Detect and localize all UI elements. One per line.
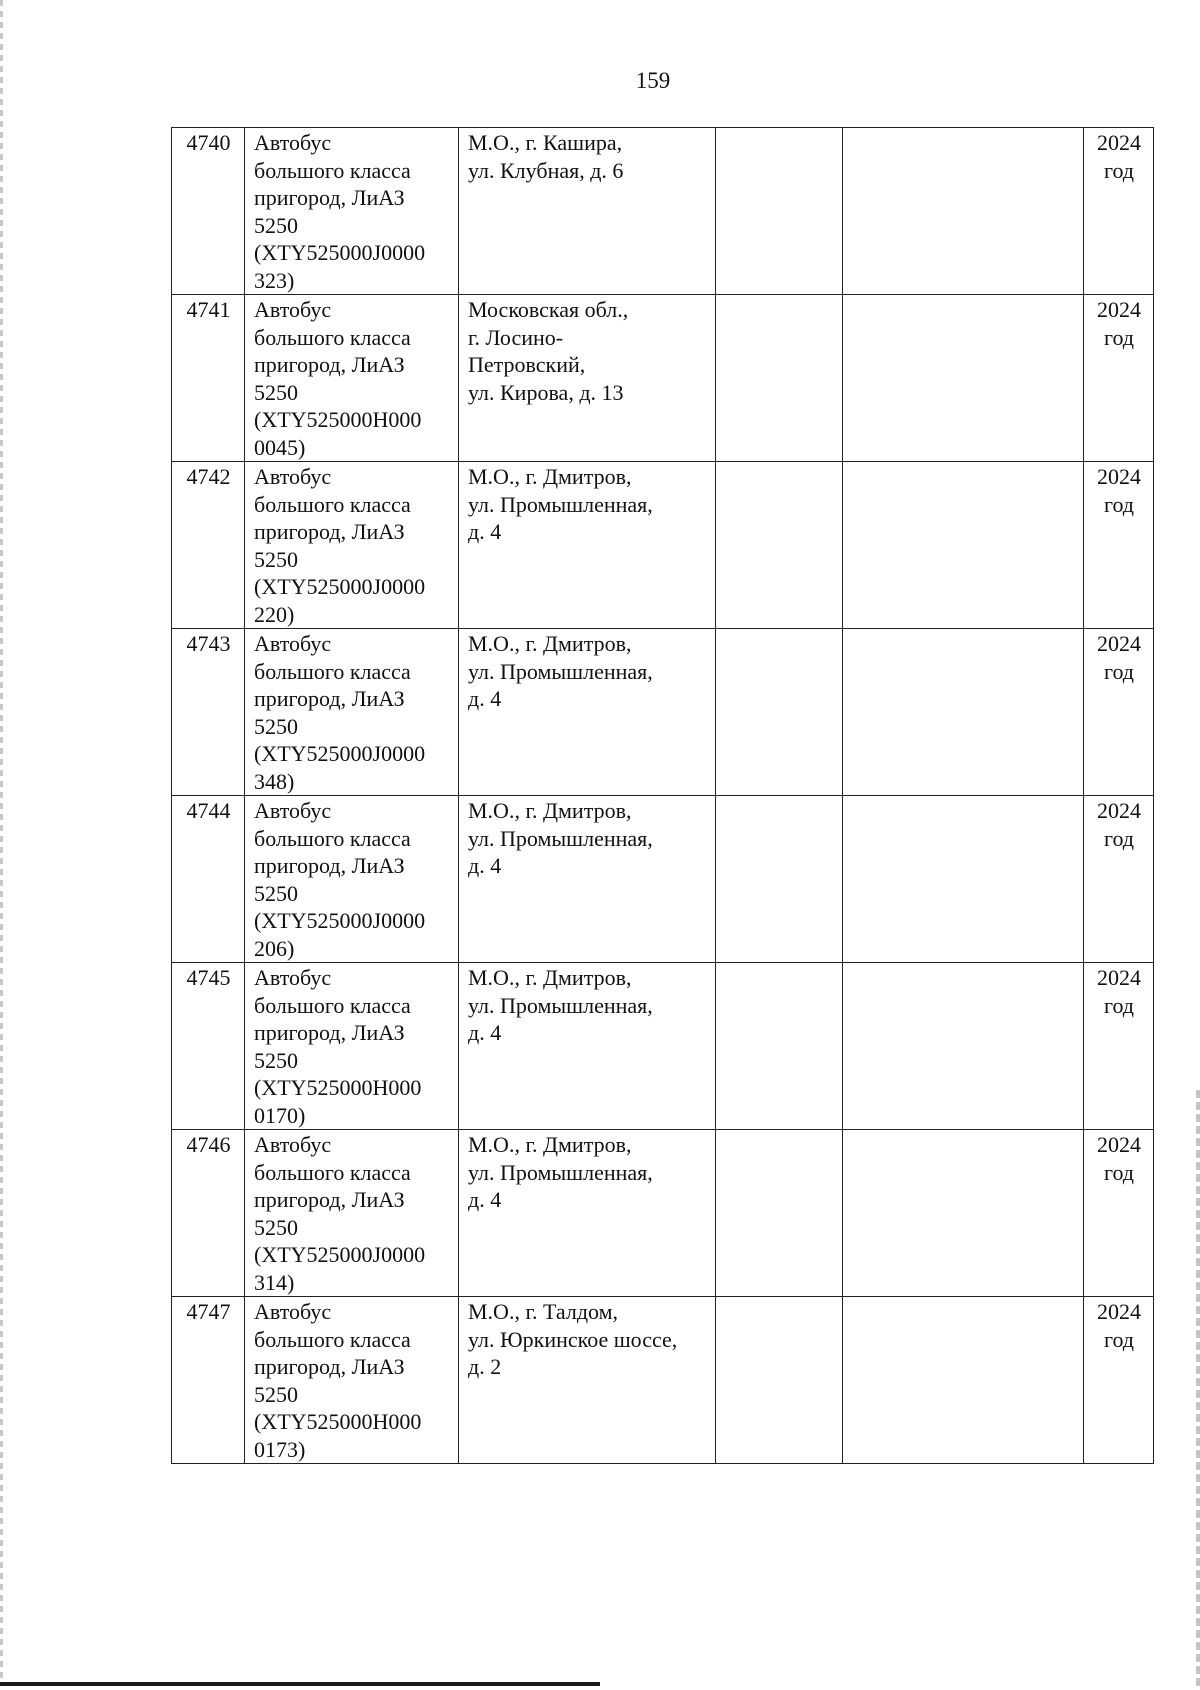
empty-cell: [843, 462, 1084, 629]
address-line: ул. Промышленная,: [468, 1159, 653, 1185]
empty-cell: [716, 462, 843, 629]
object-line: Автобус: [254, 798, 332, 823]
address-line: ул. Промышленная,: [468, 658, 653, 684]
address-line: ул. Промышленная,: [468, 992, 653, 1018]
object-line: 0173): [254, 1436, 306, 1462]
object-line: (XTY525000H000: [254, 407, 422, 432]
object-line: пригород, ЛиАЗ: [254, 519, 405, 544]
registry-table-body: [172, 128, 1154, 1464]
object-line: Автобус: [254, 297, 332, 322]
year-cell: [1084, 1130, 1154, 1297]
object-line: большого класса: [254, 491, 411, 517]
table-row: [172, 1130, 1154, 1297]
year-line: год: [1103, 157, 1135, 183]
table-row: [172, 128, 1154, 295]
object-line: 206): [254, 935, 295, 961]
year-line: год: [1103, 1326, 1135, 1352]
object-line: 5250: [254, 379, 298, 405]
year-cell: [1084, 796, 1154, 963]
empty-cell: [716, 629, 843, 796]
address-cell: [459, 629, 716, 796]
row-number-cell: 4742: [172, 462, 245, 629]
row-number-cell: 4747: [172, 1297, 245, 1464]
empty-cell: [716, 1130, 843, 1297]
year-line: год: [1103, 825, 1135, 851]
table-row: [172, 462, 1154, 629]
object-line: 5250: [254, 713, 298, 739]
empty-cell: [716, 1297, 843, 1464]
year-line: 2024: [1097, 1132, 1141, 1157]
year-line: 2024: [1097, 631, 1141, 656]
object-line: 5250: [254, 1381, 298, 1407]
row-number-cell: 4746: [172, 1130, 245, 1297]
year-line: 2024: [1097, 1299, 1141, 1324]
table-row: [172, 629, 1154, 796]
empty-cell: [843, 1297, 1084, 1464]
object-line: пригород, ЛиАЗ: [254, 686, 405, 711]
year-line: 2024: [1097, 798, 1141, 823]
object-line: большого класса: [254, 825, 411, 851]
address-cell: [459, 1297, 716, 1464]
address-line: д. 2: [468, 1354, 502, 1379]
object-cell: [245, 796, 459, 963]
empty-cell: [843, 629, 1084, 796]
object-line: (XTY525000J0000: [254, 1242, 426, 1267]
year-cell: [1084, 462, 1154, 629]
object-line: 348): [254, 768, 295, 794]
object-line: большого класса: [254, 658, 411, 684]
year-cell: [1084, 128, 1154, 295]
object-line: пригород, ЛиАЗ: [254, 1020, 405, 1045]
object-line: 5250: [254, 880, 298, 906]
address-cell: [459, 295, 716, 462]
year-line: год: [1103, 992, 1135, 1018]
scan-edge-left: [0, 0, 3, 1686]
object-line: 314): [254, 1269, 295, 1295]
table-row: [172, 1297, 1154, 1464]
address-line: ул. Клубная, д. 6: [468, 157, 624, 183]
address-line: ул. Промышленная,: [468, 825, 653, 851]
empty-cell: [716, 295, 843, 462]
object-cell: [245, 295, 459, 462]
address-line: ул. Юркинское шоссе,: [468, 1326, 678, 1352]
empty-cell: [716, 796, 843, 963]
table-row: [172, 295, 1154, 462]
table-row: [172, 796, 1154, 963]
object-line: (XTY525000H000: [254, 1409, 422, 1434]
object-line: пригород, ЛиАЗ: [254, 352, 405, 377]
object-cell: [245, 629, 459, 796]
object-line: (XTY525000J0000: [254, 741, 426, 766]
object-line: пригород, ЛиАЗ: [254, 853, 405, 878]
year-line: год: [1103, 1159, 1135, 1185]
object-line: большого класса: [254, 1326, 411, 1352]
address-line: М.О., г. Талдом,: [468, 1299, 619, 1324]
address-line: М.О., г. Дмитров,: [468, 1132, 632, 1157]
empty-cell: [716, 963, 843, 1130]
year-line: 2024: [1097, 130, 1141, 155]
object-cell: [245, 963, 459, 1130]
object-line: большого класса: [254, 324, 411, 350]
object-line: пригород, ЛиАЗ: [254, 185, 405, 210]
address-line: Московская обл.,: [468, 297, 629, 322]
address-line: ул. Промышленная,: [468, 491, 653, 517]
empty-cell: [843, 796, 1084, 963]
object-line: Автобус: [254, 631, 332, 656]
address-line: д. 4: [468, 1187, 502, 1212]
year-line: 2024: [1097, 464, 1141, 489]
object-line: (XTY525000J0000: [254, 574, 426, 599]
address-line: ул. Кирова, д. 13: [468, 379, 624, 405]
address-line: д. 4: [468, 686, 502, 711]
address-line: М.О., г. Дмитров,: [468, 798, 632, 823]
row-number-cell: 4740: [172, 128, 245, 295]
object-cell: [245, 462, 459, 629]
row-number-cell: 4744: [172, 796, 245, 963]
row-number-cell: 4745: [172, 963, 245, 1130]
object-line: пригород, ЛиАЗ: [254, 1354, 405, 1379]
page-number: 159: [635, 68, 671, 93]
object-line: Автобус: [254, 1299, 332, 1324]
registry-table: [171, 127, 1154, 1464]
table-row: [172, 963, 1154, 1130]
address-line: М.О., г. Дмитров,: [468, 631, 632, 656]
address-cell: [459, 963, 716, 1130]
object-line: Автобус: [254, 965, 332, 990]
object-line: 5250: [254, 212, 298, 238]
address-cell: [459, 1130, 716, 1297]
object-line: 0170): [254, 1102, 306, 1128]
object-line: (XTY525000H000: [254, 1075, 422, 1100]
address-line: М.О., г. Дмитров,: [468, 965, 632, 990]
row-number-cell: 4741: [172, 295, 245, 462]
year-cell: [1084, 295, 1154, 462]
empty-cell: [843, 128, 1084, 295]
year-cell: [1084, 629, 1154, 796]
address-line: г. Лосино-: [468, 324, 564, 350]
object-line: 5250: [254, 1214, 298, 1240]
object-line: 5250: [254, 546, 298, 572]
object-line: (XTY525000J0000: [254, 240, 426, 265]
object-line: большого класса: [254, 157, 411, 183]
address-line: д. 4: [468, 853, 502, 878]
object-line: Автобус: [254, 1132, 332, 1157]
address-cell: [459, 128, 716, 295]
year-line: 2024: [1097, 965, 1141, 990]
year-line: год: [1103, 658, 1135, 684]
row-number-cell: 4743: [172, 629, 245, 796]
object-cell: [245, 1297, 459, 1464]
object-line: большого класса: [254, 1159, 411, 1185]
object-line: 323): [254, 267, 295, 293]
object-line: 220): [254, 601, 295, 627]
object-line: Автобус: [254, 464, 332, 489]
year-line: год: [1103, 491, 1135, 517]
scan-edge-bottom: [0, 1682, 600, 1686]
object-line: большого класса: [254, 992, 411, 1018]
address-line: д. 4: [468, 519, 502, 544]
object-line: (XTY525000J0000: [254, 908, 426, 933]
empty-cell: [843, 1130, 1084, 1297]
address-line: Петровский,: [468, 352, 586, 377]
scan-edge-right: [1196, 1090, 1200, 1690]
address-line: М.О., г. Кашира,: [468, 130, 623, 155]
address-line: М.О., г. Дмитров,: [468, 464, 632, 489]
year-line: 2024: [1097, 297, 1141, 322]
empty-cell: [716, 128, 843, 295]
empty-cell: [843, 295, 1084, 462]
object-line: 0045): [254, 434, 306, 460]
address-cell: [459, 796, 716, 963]
empty-cell: [843, 963, 1084, 1130]
object-line: Автобус: [254, 130, 332, 155]
object-line: пригород, ЛиАЗ: [254, 1187, 405, 1212]
object-cell: [245, 1130, 459, 1297]
year-cell: [1084, 1297, 1154, 1464]
object-cell: [245, 128, 459, 295]
address-cell: [459, 462, 716, 629]
address-line: д. 4: [468, 1020, 502, 1045]
object-line: 5250: [254, 1047, 298, 1073]
year-line: год: [1103, 324, 1135, 350]
year-cell: [1084, 963, 1154, 1130]
